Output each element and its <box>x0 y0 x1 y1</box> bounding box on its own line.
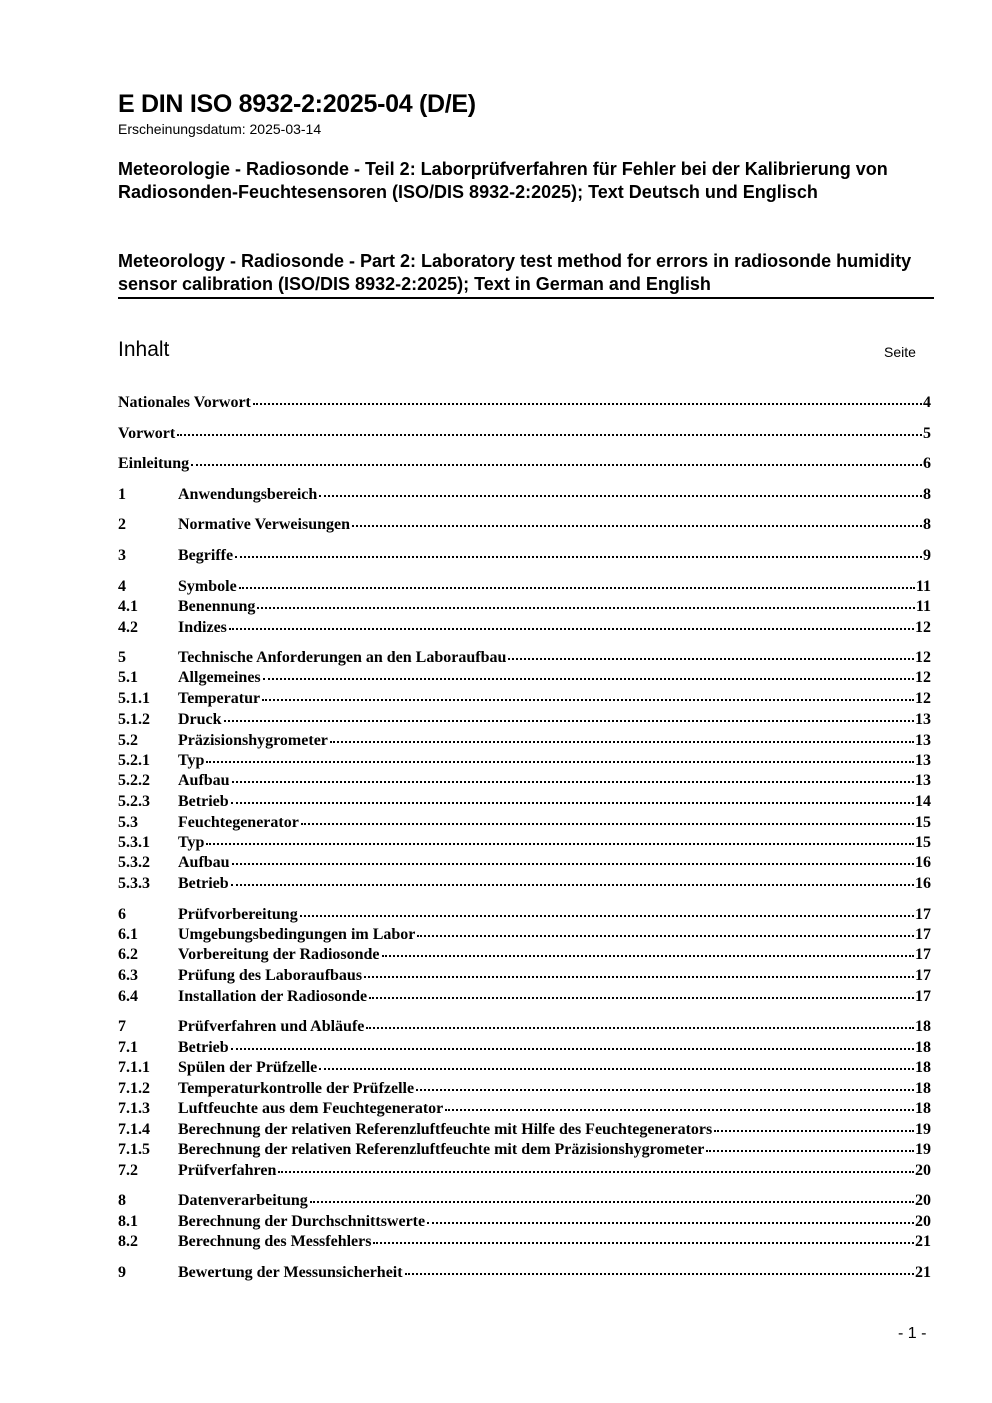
toc-entry-title: Allgemeines <box>178 669 261 686</box>
toc-entry-number: 5.3 <box>118 814 138 831</box>
toc-entry[interactable] <box>118 1038 931 1058</box>
toc-entry-page: 20 <box>915 1213 931 1230</box>
toc-entry-title: Prüfung des Laboraufbaus <box>178 967 363 984</box>
toc-entry-page: 12 <box>915 690 931 707</box>
toc-entry[interactable] <box>118 925 931 945</box>
toc-dot-leader <box>319 1056 914 1070</box>
toc-dot-leader <box>300 903 914 917</box>
toc-dot-leader <box>319 483 922 497</box>
toc-dot-leader <box>177 422 922 436</box>
toc-dot-leader <box>278 1159 914 1173</box>
toc-dot-leader <box>706 1138 914 1152</box>
toc-dot-leader <box>405 1261 914 1275</box>
toc-entry[interactable] <box>118 945 931 965</box>
toc-entry-page: 4 <box>923 394 931 411</box>
toc-dot-leader <box>382 943 914 957</box>
toc-entry-page: 8 <box>923 516 931 533</box>
toc-entry-title: Luftfeuchte aus dem Feuchtegenerator <box>178 1100 444 1117</box>
title-english: Meteorology - Radiosonde - Part 2: Laboratory test method for errors in radiosonde humidity sensor calibration (ISO/DIS 8932-2:2025); Text in German and English <box>118 251 912 294</box>
toc-entry-number: 7 <box>118 1018 126 1035</box>
toc-entry-number: 7.1.2 <box>118 1080 150 1097</box>
toc-entry-title: Benennung <box>178 598 256 615</box>
toc-entry-page: 16 <box>915 875 931 892</box>
toc-entry-title: Normative Verweisungen <box>178 516 350 533</box>
toc-entry-page: 15 <box>915 814 931 831</box>
document-id: E DIN ISO 8932-2:2025-04 (D/E) <box>118 90 476 118</box>
toc-entry-page: 18 <box>915 1059 931 1076</box>
toc-entry-page: 13 <box>915 732 931 749</box>
toc-entry[interactable] <box>118 813 931 833</box>
toc-entry-page: 14 <box>915 793 931 810</box>
toc-page-column-label: Seite <box>884 344 916 360</box>
toc-entry-title: Anwendungsbereich <box>178 486 318 503</box>
toc-entry-title: Aufbau <box>178 854 230 871</box>
toc-dot-leader <box>373 1230 914 1244</box>
toc-dot-leader <box>445 1097 914 1111</box>
toc-dot-leader <box>253 391 922 405</box>
toc-entry-title: Berechnung der Durchschnittswerte <box>178 1213 426 1230</box>
toc-entry-title: Aufbau <box>178 772 230 789</box>
toc-entry-number: 2 <box>118 516 126 533</box>
toc-entry-number: 8.1 <box>118 1213 138 1230</box>
toc-entry[interactable] <box>118 792 931 812</box>
toc-entry-number: 8.2 <box>118 1233 138 1250</box>
toc-entry[interactable] <box>118 454 931 474</box>
toc-dot-leader <box>352 513 922 527</box>
toc-dot-leader <box>231 1036 914 1050</box>
toc-entry-page: 13 <box>915 752 931 769</box>
toc-dot-leader <box>263 666 914 680</box>
toc-entry-page: 5 <box>923 425 931 442</box>
toc-heading: Inhalt <box>118 338 170 361</box>
toc-entry[interactable] <box>118 874 931 894</box>
toc-entry[interactable] <box>118 546 931 566</box>
toc-dot-leader <box>229 616 914 630</box>
title-divider <box>118 297 934 299</box>
toc-entry-number: 5.2 <box>118 732 138 749</box>
toc-entry-number: 7.1.3 <box>118 1100 150 1117</box>
toc-entry-number: 8 <box>118 1192 126 1209</box>
toc-entry[interactable] <box>118 393 931 413</box>
toc-entry-number: 5.2.3 <box>118 793 150 810</box>
toc-entry-number: 4 <box>118 578 126 595</box>
toc-dot-leader <box>310 1189 914 1203</box>
toc-entry-page: 6 <box>923 455 931 472</box>
toc-entry-title: Präzisionshygrometer <box>178 732 328 749</box>
toc-entry-number: 9 <box>118 1264 126 1281</box>
toc-entry-page: 18 <box>915 1018 931 1035</box>
toc-entry-page: 16 <box>915 854 931 871</box>
toc-dot-leader <box>239 575 915 589</box>
title-german: Meteorologie - Radiosonde - Teil 2: Laborprüfverfahren für Fehler bei der Kalibrierung von Radiosonden-Feuchtesensoren (ISO/DIS 8932-2:2025); Text Deutsch und Englisch <box>118 159 888 202</box>
toc-entry-number: 6.3 <box>118 967 138 984</box>
toc-dot-leader <box>330 729 914 743</box>
toc-entry-title: Feuchtegenerator <box>178 814 299 831</box>
toc-entry-page: 19 <box>915 1141 931 1158</box>
toc-entry-title: Temperaturkontrolle der Prüfzelle <box>178 1080 415 1097</box>
toc-entry-page: 13 <box>915 711 931 728</box>
toc-entry-page: 17 <box>915 946 931 963</box>
toc-dot-leader <box>714 1118 914 1132</box>
toc-entry-page: 12 <box>915 649 931 666</box>
toc-entry-number: 7.1.1 <box>118 1059 150 1076</box>
toc-dot-leader <box>206 831 914 845</box>
toc-entry[interactable] <box>118 833 931 853</box>
toc-entry[interactable] <box>118 751 931 771</box>
toc-entry[interactable] <box>118 648 931 668</box>
toc-entry-title: Prüfverfahren <box>178 1162 277 1179</box>
toc-entry-title: Betrieb <box>178 875 229 892</box>
toc-entry-number: 7.2 <box>118 1162 138 1179</box>
toc-entry-number: 5.3.3 <box>118 875 150 892</box>
toc-entry-number: 7.1 <box>118 1039 138 1056</box>
toc-entry-title: Nationales Vorwort <box>118 394 251 411</box>
toc-entry-number: 6.4 <box>118 988 138 1005</box>
toc-entry-page: 17 <box>915 926 931 943</box>
toc-entry[interactable] <box>118 1079 931 1099</box>
toc-entry-title: Prüfverfahren und Abläufe <box>178 1018 365 1035</box>
toc-dot-leader <box>262 687 914 701</box>
toc-entry[interactable] <box>118 424 931 444</box>
toc-entry[interactable] <box>118 710 931 730</box>
toc-entry-number: 5.3.2 <box>118 854 150 871</box>
toc-entry-title: Betrieb <box>178 793 229 810</box>
toc-entry-number: 4.1 <box>118 598 138 615</box>
toc-entry-number: 5.1.2 <box>118 711 150 728</box>
toc-entry-page: 15 <box>915 834 931 851</box>
toc-entry-title: Vorwort <box>118 425 176 442</box>
toc-dot-leader <box>508 646 914 660</box>
toc-dot-leader <box>235 544 922 558</box>
toc-entry-page: 18 <box>915 1080 931 1097</box>
toc-entry[interactable] <box>118 853 931 873</box>
toc-entry-page: 17 <box>915 906 931 923</box>
toc-dot-leader <box>364 964 914 978</box>
toc-entry-title: Umgebungsbedingungen im Labor <box>178 926 416 943</box>
toc-entry[interactable] <box>118 966 931 986</box>
toc-entry-number: 7.1.4 <box>118 1121 150 1138</box>
toc-entry-number: 5.2.1 <box>118 752 150 769</box>
toc-entry-title: Spülen der Prüfzelle <box>178 1059 318 1076</box>
toc-entry[interactable] <box>118 597 931 617</box>
toc-entry-page: 19 <box>915 1121 931 1138</box>
toc-entry-title: Vorbereitung der Radiosonde <box>178 946 380 963</box>
toc-dot-leader <box>232 769 914 783</box>
toc-entry-page: 11 <box>915 578 931 595</box>
toc-entry[interactable] <box>118 987 931 1007</box>
toc-entry-number: 5 <box>118 649 126 666</box>
toc-entry-number: 4.2 <box>118 619 138 636</box>
toc-entry-title: Betrieb <box>178 1039 229 1056</box>
toc-entry-title: Begriffe <box>178 547 234 564</box>
toc-entry-number: 5.1.1 <box>118 690 150 707</box>
toc-entry-page: 18 <box>915 1039 931 1056</box>
toc-entry[interactable] <box>118 771 931 791</box>
toc-entry-number: 1 <box>118 486 126 503</box>
toc-entry-number: 6.2 <box>118 946 138 963</box>
toc-entry[interactable] <box>118 905 931 925</box>
toc-entry-page: 20 <box>915 1162 931 1179</box>
toc-entry[interactable] <box>118 1212 931 1232</box>
toc-entry-page: 17 <box>915 988 931 1005</box>
toc-entry-number: 5.3.1 <box>118 834 150 851</box>
toc-dot-leader <box>369 985 914 999</box>
toc-entry-page: 12 <box>915 669 931 686</box>
toc-dot-leader <box>224 708 914 722</box>
toc-entry-title: Technische Anforderungen an den Laboraufbau <box>178 649 507 666</box>
toc-entry-title: Berechnung der relativen Referenzluftfeuchte mit Hilfe des Feuchtegenerators <box>178 1121 713 1138</box>
toc-entry-page: 17 <box>915 967 931 984</box>
toc-entry-title: Indizes <box>178 619 227 636</box>
toc-dot-leader <box>191 452 922 466</box>
toc-entry-title: Einleitung <box>118 455 190 472</box>
toc-entry-title: Typ <box>178 752 205 769</box>
toc-entry-number: 5.2.2 <box>118 772 150 789</box>
toc-dot-leader <box>416 1077 914 1091</box>
toc-entry[interactable] <box>118 515 931 535</box>
toc-entry[interactable] <box>118 668 931 688</box>
toc-entry-title: Berechnung der relativen Referenzluftfeuchte mit dem Präzisionshygrometer <box>178 1141 705 1158</box>
toc-entry-title: Installation der Radiosonde <box>178 988 368 1005</box>
toc-entry-title: Druck <box>178 711 222 728</box>
toc-entry[interactable] <box>118 1232 931 1252</box>
toc-entry-page: 18 <box>915 1100 931 1117</box>
toc-dot-leader <box>366 1015 914 1029</box>
toc-dot-leader <box>232 851 914 865</box>
toc-entry-title: Berechnung des Messfehlers <box>178 1233 372 1250</box>
toc-entry[interactable] <box>118 689 931 709</box>
toc-entry[interactable] <box>118 731 931 751</box>
toc-entry-title: Bewertung der Messunsicherheit <box>178 1264 403 1281</box>
toc-dot-leader <box>231 872 914 886</box>
toc-dot-leader <box>301 811 914 825</box>
toc-dot-leader <box>427 1210 914 1224</box>
toc-entry[interactable] <box>118 1058 931 1078</box>
toc-entry-number: 6.1 <box>118 926 138 943</box>
toc-entry-page: 12 <box>915 619 931 636</box>
toc-dot-leader <box>206 749 914 763</box>
publication-date: Erscheinungsdatum: 2025-03-14 <box>118 121 322 137</box>
toc-entry[interactable] <box>118 577 931 597</box>
toc-entry-title: Prüfvorbereitung <box>178 906 298 923</box>
page-number: - 1 - <box>898 1325 927 1342</box>
toc-dot-leader <box>231 790 914 804</box>
toc-entry-page: 8 <box>923 486 931 503</box>
toc-entry-number: 5.1 <box>118 669 138 686</box>
toc-entry-page: 13 <box>915 772 931 789</box>
toc-entry-title: Temperatur <box>178 690 261 707</box>
toc-dot-leader <box>257 595 915 609</box>
toc-entry-number: 6 <box>118 906 126 923</box>
toc-entry[interactable] <box>118 618 931 638</box>
toc-entry-page: 21 <box>915 1264 931 1281</box>
toc-entry[interactable] <box>118 1140 931 1160</box>
toc-entry[interactable] <box>118 1263 931 1283</box>
toc-entry[interactable] <box>118 1017 931 1037</box>
toc-entry-page: 20 <box>915 1192 931 1209</box>
toc-entry[interactable] <box>118 1191 931 1211</box>
toc-entry-page: 9 <box>923 547 931 564</box>
toc-entry[interactable] <box>118 485 931 505</box>
toc-dot-leader <box>417 923 914 937</box>
toc-entry-number: 7.1.5 <box>118 1141 150 1158</box>
toc-entry-title: Typ <box>178 834 205 851</box>
toc-entry-page: 11 <box>915 598 931 615</box>
toc-entry-number: 3 <box>118 547 126 564</box>
toc-entry-page: 21 <box>915 1233 931 1250</box>
toc-entry-title: Datenverarbeitung <box>178 1192 308 1209</box>
toc-entry[interactable] <box>118 1161 931 1181</box>
toc-entry[interactable] <box>118 1120 931 1140</box>
toc-entry-title: Symbole <box>178 578 237 595</box>
toc-entry[interactable] <box>118 1099 931 1119</box>
